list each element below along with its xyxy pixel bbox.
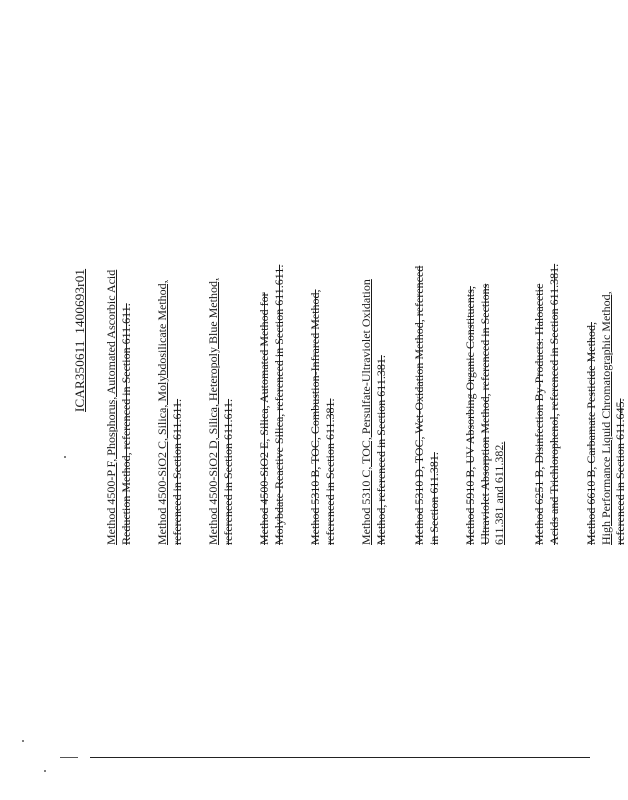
entry-line: referenced in Section 611.611. <box>220 398 235 545</box>
entry-line: Method 6610 B, Carbamate Pesticide Method, <box>584 322 598 545</box>
method-entry <box>584 291 628 545</box>
entry-line: Reduction Method, referenced in Section 611.611. <box>118 303 133 545</box>
method-entry <box>206 278 235 545</box>
page-rule <box>90 757 590 758</box>
page-rule-fragment <box>60 757 78 758</box>
method-entry <box>257 265 286 545</box>
method-entry <box>463 284 507 545</box>
scan-speck <box>44 770 46 772</box>
entry-line: referenced in Section 611.381. <box>322 398 337 545</box>
entry-line: Method, referenced in Section 611.381. <box>373 355 388 545</box>
entry-line: High Performance Liquid Chromatographic Method, <box>598 291 613 545</box>
document-id: ICAR350611_1400693r01 <box>72 268 87 412</box>
method-entry <box>104 270 133 545</box>
entry-line: Acids and Trichlorophenol, referenced in Section 611.381. <box>546 263 561 545</box>
entry-line: Method 4500-SiO2 E, Silica, Automated Method for <box>257 292 271 545</box>
entry-line: Method 4500-P F, Phosphorus, Automated Ascorbic Acid <box>104 269 118 545</box>
entry-line: Method 6251 B, Disinfection By-Products: Haloacetic <box>532 283 546 545</box>
entry-line: referenced in Section 611.645. <box>613 398 627 545</box>
entry-line: Method 4500-SiO2 C, Silica, Molybdosilicate Method, <box>155 280 169 545</box>
entry-line: Ultraviolet Absorption Method, referenced in Sections <box>477 283 492 545</box>
entry-line: Method 5310 B, TOC, Combustion-Infrared Method, <box>308 289 322 545</box>
entry-line: Method 5910 B, UV Absorbing Organic Constituents, <box>463 286 477 545</box>
entry-line: Method 5310 C, TOC, Persulfate-Ultraviolet Oxidation <box>359 279 373 545</box>
method-entry <box>155 280 184 545</box>
method-entry <box>359 279 388 545</box>
method-entry <box>532 264 561 545</box>
entry-line: referenced in Section 611.611. <box>169 398 184 545</box>
entry-line: Molybdate-Reactive Silica, referenced in Section 611.611. <box>271 264 286 545</box>
scan-speck <box>22 740 24 742</box>
entry-line: Method 4500-SiO2 D, Silica, Heteropoly Blue Method, <box>206 278 220 545</box>
entry-line: in Section 611.381. <box>426 452 441 545</box>
method-entry <box>308 289 337 545</box>
entry-line: 611.381 and 611.382. <box>492 441 506 545</box>
scan-speck <box>64 456 66 458</box>
method-entry <box>412 266 441 545</box>
entry-line: Method 5310 D, TOC, Wet-Oxidation Method, referenced <box>412 265 426 545</box>
